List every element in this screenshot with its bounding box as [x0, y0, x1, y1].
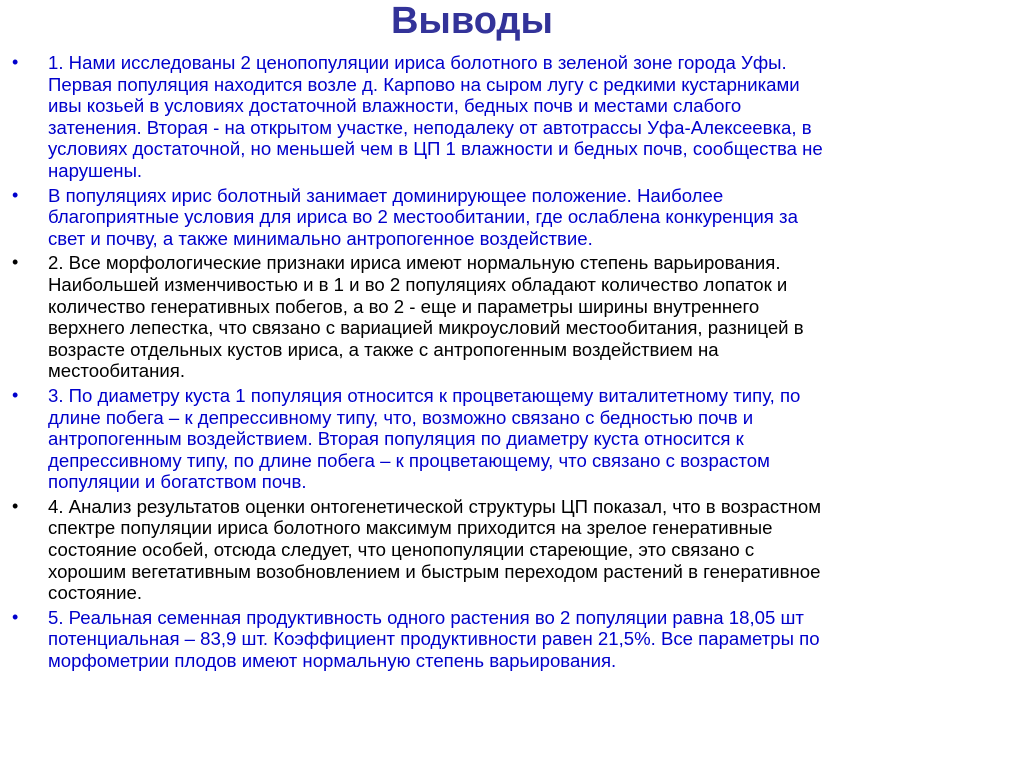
- slide-title-text: Выводы: [390, 0, 554, 42]
- bullet-icon: •: [12, 384, 19, 405]
- list-item: [0, 385, 1024, 493]
- slide-title: [0, 0, 1024, 42]
- list-item: [0, 52, 1024, 182]
- list-item-text: 1. Нами исследованы 2 ценопопуляции ириса болотного в зеленой зоне города Уфы. Первая популяция находится возле д. Карпово на сыром лугу с редкими кустарниками ивы козьей в условиях достаточной влажности, бедных почв и местами слабого затенения. Вторая - на открытом участке, неподалеку от автотрассы Уфа-Алексеевка, в условиях достаточной, но меньшей чем в ЦП 1 влажности и бедных почв, сообщества не нарушены.: [48, 52, 823, 181]
- bullet-icon: •: [12, 606, 19, 627]
- list-item: [0, 185, 1024, 250]
- list-item-text: 5. Реальная семенная продуктивность одного растения во 2 популяции равна 18,05 шт потенциальная – 83,9 шт. Коэффициент продуктивности равен 21,5%. Все параметры по морфометрии плодов имеют нормальную степень варьирования.: [48, 606, 820, 672]
- bullet-icon: •: [12, 52, 19, 72]
- list-item-text: 3. По диаметру куста 1 популяция относится к процветающему виталитетному типу, по длине побега – к депрессивному типу, что, возможно связано с бедностью почв и антропогенным воздействием. Вторая популяция по диаметру куста относится к депрессивному типу, по длине побега – к процветающему, что связано с возрастом популяции и богатством почв.: [48, 384, 801, 493]
- bullet-icon: •: [12, 252, 19, 273]
- list-item: [0, 252, 1024, 382]
- conclusions-list: [0, 52, 1024, 675]
- list-item-text: 4. Анализ результатов оценки онтогенетической структуры ЦП показал, что в возрастном спектре популяции ириса болотного максимум приходится на зрелое генеративные состояние особей, отсюда следует, что ценопопуляции стареющие, это связано с хорошим вегетативным возобновлением и быстрым переходом растений в генеративное состояние.: [48, 495, 822, 604]
- list-item-text: 2. Все морфологические признаки ириса имеют нормальную степень варьирования. Наибольшей изменчивостью и в 1 и во 2 популяциях обладают количество лопаток и количество генеративных побегов, а во 2 - еще и параметры ширины внутреннего верхнего лепестка, что связано с вариацией микроусловий местообитания, разницей в возрасте отдельных кустов ириса, а также с антропогенным воздействием на местообитания.: [48, 252, 804, 382]
- list-item: [0, 607, 1024, 672]
- bullet-icon: •: [12, 184, 19, 205]
- list-item: [0, 496, 1024, 604]
- list-item-text: В популяциях ирис болотный занимает доминирующее положение. Наиболее благоприятные условия для ириса во 2 местообитании, где ослаблена конкуренция за свет и почву, а также минимально антропогенное воздействие.: [48, 184, 798, 249]
- bullet-icon: •: [12, 495, 19, 516]
